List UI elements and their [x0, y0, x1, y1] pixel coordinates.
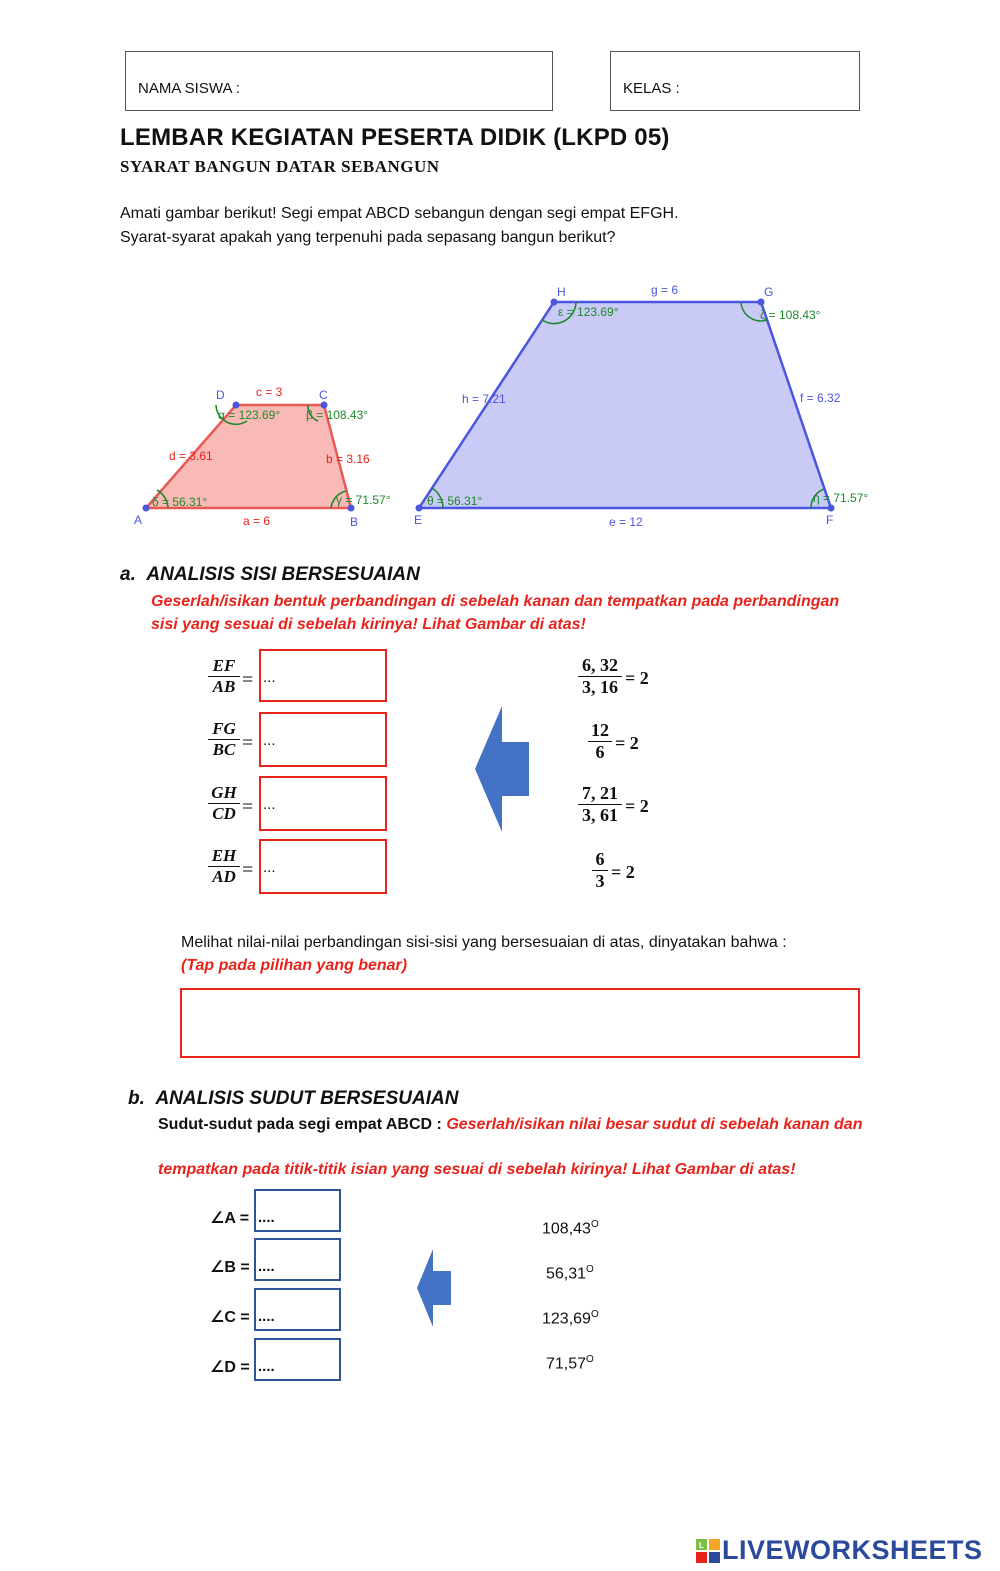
class-box[interactable] [610, 51, 860, 111]
side-a: a = 6 [243, 514, 271, 528]
section-a-instruction-2: sisi yang sesuai di sebelah kirinya! Lihat Gambar di atas! [151, 616, 586, 633]
angle-c-input[interactable]: .... [254, 1288, 341, 1331]
student-name-label: NAMA SISWA : [138, 80, 240, 97]
vertex-d: D [216, 388, 225, 402]
ratio-eq: = [242, 859, 254, 881]
arrow-left-icon [416, 1248, 452, 1328]
liveworksheets-logo-text: LIVEWORKSHEETS [722, 1535, 983, 1565]
vertex-b: B [350, 515, 359, 529]
vertex-g: G [764, 285, 774, 299]
conclusion-answer-box[interactable] [180, 988, 860, 1058]
angle-d-input[interactable]: .... [254, 1338, 341, 1381]
side-g: g = 6 [651, 283, 679, 297]
liveworksheets-logo [696, 1535, 983, 1566]
section-a-marker: a. [120, 564, 136, 585]
drag-ratio-result: = 2 [611, 862, 635, 882]
section-b-marker: b. [128, 1088, 145, 1109]
ratio-answer-box-2[interactable]: ... [259, 712, 387, 767]
angle-beta: β = 108.43° [306, 408, 369, 422]
drag-angle-56-31[interactable]: $56,31^O$ [546, 1264, 594, 1283]
ratio-answer-box-4[interactable]: ... [259, 839, 387, 894]
ratio-fg-bc: $\frac{FG}{BC}$ [208, 719, 240, 760]
drag-ratio-result: = 2 [625, 668, 649, 688]
section-b-instruction-2: tempatkan pada titik-titik isian yang sesuai di sebelah kirinya! Lihat Gambar di atas! [158, 1161, 796, 1178]
ratio-eq: = [242, 669, 254, 691]
ratio-gh-cd: $\frac{GH}{CD}$ [208, 783, 240, 824]
angle-b-input[interactable]: .... [254, 1238, 341, 1281]
arrow-left-icon [473, 704, 531, 834]
trapezoid-figure [0, 270, 1000, 540]
side-e: e = 12 [609, 515, 643, 529]
side-b: b = 3.16 [326, 452, 370, 466]
intro-line-2: Syarat-syarat apakah yang terpenuhi pada sepasang bangun berikut? [120, 229, 616, 246]
drag-angle-108-43[interactable]: $108,43^O$ [542, 1219, 599, 1238]
student-name-box[interactable] [125, 51, 553, 111]
section-a-title: ANALISIS SISI BERSESUAIAN [146, 564, 420, 585]
angle-d-label: ∠D = [210, 1359, 250, 1376]
drag-angle-71-57[interactable]: $71,57^O$ [546, 1354, 594, 1373]
angle-theta: θ = 56.31° [427, 494, 483, 508]
conclusion-text: Melihat nilai-nilai perbandingan sisi-sisi yang bersesuaian di atas, dinyatakan bahwa : [181, 934, 787, 951]
side-c: c = 3 [256, 385, 283, 399]
angle-eta: η = 71.57° [813, 491, 869, 505]
drag-ratio-6-3[interactable]: 6 3 [592, 849, 608, 892]
drag-angle-123-69[interactable]: $123,69^O$ [542, 1309, 599, 1328]
angle-b-label: ∠B = [210, 1259, 250, 1276]
vertex-h: H [557, 285, 566, 299]
angle-c-label: ∠C = [210, 1309, 250, 1326]
section-a-heading [120, 564, 420, 586]
section-b-title: ANALISIS SUDUT BERSESUAIAN [155, 1088, 459, 1109]
ratio-eq: = [242, 732, 254, 754]
angle-a-label: ∠A = [210, 1210, 250, 1227]
angle-delta: δ = 56.31° [152, 495, 208, 509]
side-f: f = 6.32 [800, 391, 841, 405]
section-b-heading [128, 1088, 458, 1110]
ratio-eh-ad: $\frac{EH}{AD}$ [208, 846, 240, 887]
class-label: KELAS : [623, 80, 680, 97]
page-title: LEMBAR KEGIATAN PESERTA DIDIK (LKPD 05) [120, 124, 670, 151]
section-b-intro-bold: Sudut-sudut pada segi empat ABCD : [158, 1116, 442, 1133]
section-b-intro [158, 1112, 862, 1137]
drag-ratio-result: = 2 [615, 733, 639, 753]
page-subtitle: SYARAT BANGUN DATAR SEBANGUN [120, 157, 440, 176]
svg-text:L: L [699, 1540, 704, 1550]
angle-zeta: ζ = 108.43° [760, 308, 821, 322]
vertex-f: F [826, 513, 834, 527]
angle-a-input[interactable]: .... [254, 1189, 341, 1232]
ratio-answer-box-3[interactable]: ... [259, 776, 387, 831]
tap-hint: (Tap pada pilihan yang benar) [181, 957, 408, 974]
angle-alpha: α = 123.69° [218, 408, 281, 422]
side-h: h = 7.21 [462, 392, 506, 406]
angle-gamma: γ = 71.57° [336, 493, 391, 507]
drag-ratio-result: = 2 [625, 796, 649, 816]
section-b-instruction-1: Geserlah/isikan nilai besar sudut di sebelah kanan dan [446, 1116, 863, 1133]
drag-ratio-12-6[interactable]: 12 6 [588, 720, 612, 763]
ratio-ef-ab: $\frac{EF}{AB}$ [208, 656, 240, 697]
side-d: d = 3.61 [169, 449, 213, 463]
vertex-c: C [319, 388, 328, 402]
drag-ratio-632-316[interactable]: 6, 32 3, 16 [578, 655, 622, 698]
ratio-answer-box-1[interactable]: ... [259, 649, 387, 702]
vertex-e: E [414, 513, 423, 527]
liveworksheets-logo-icon [696, 1539, 720, 1563]
intro-line-1: Amati gambar berikut! Segi empat ABCD sebangun dengan segi empat EFGH. [120, 205, 679, 222]
ratio-eq: = [242, 796, 254, 818]
drag-ratio-721-361[interactable]: 7, 21 3, 61 [578, 783, 622, 826]
section-a-instruction-1: Geserlah/isikan bentuk perbandingan di sebelah kanan dan tempatkan pada perbandingan [151, 593, 840, 610]
angle-epsilon: ε = 123.69° [558, 305, 619, 319]
vertex-a: A [134, 513, 143, 527]
